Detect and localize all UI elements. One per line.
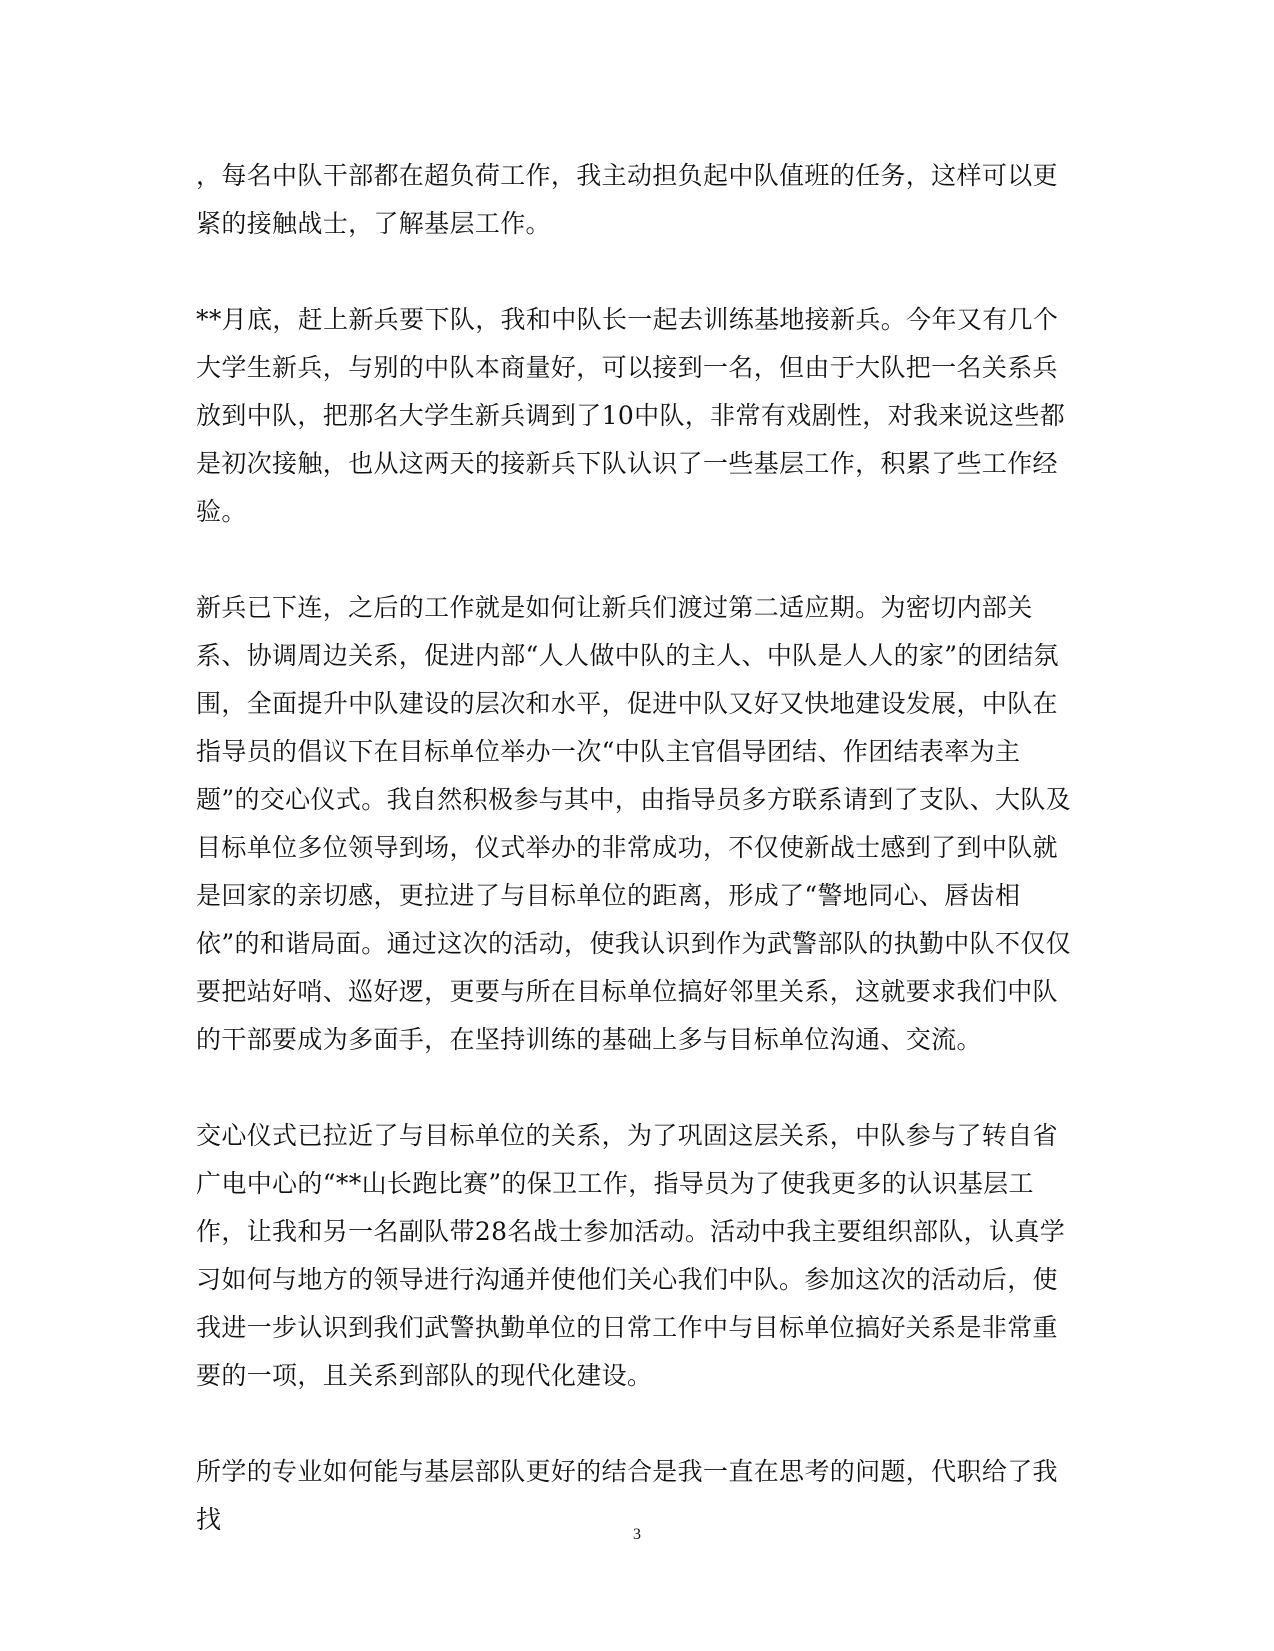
document-body [196, 152, 1076, 1592]
paragraph-1: ，每名中队干部都在超负荷工作，我主动担负起中队值班的任务，这样可以更紧的接触战士，了解基层工作。 [196, 161, 1058, 238]
paragraph-4: 交心仪式已拉近了与目标单位的关系，为了巩固这层关系，中队参与了转自省广电中心的“**山长跑比赛”的保卫工作，指导员为了使我更多的认识基层工作，让我和另一名副队带28名战士参加活动。活动中我主要组织部队，认真学习如何与地方的领导进行沟通并使他们关心我们中队。参加这次的活动后，使我进一步认识到我们武警执勤单位的日常工作中与目标单位搞好关系是非常重要的一项，且关系到部队的现代化建设。 [196, 1121, 1066, 1390]
paragraph-3: 新兵已下连，之后的工作就是如何让新兵们渡过第二适应期。为密切内部关系、协调周边关系，促进内部“人人做中队的主人、中队是人人的家”的团结氛围，全面提升中队建设的层次和水平，促进中队又好又快地建设发展，中队在指导员的倡议下在目标单位举办一次“中队主官倡导团结、作团结表率为主题”的交心仪式。我自然积极参与其中，由指导员多方联系请到了支队、大队及目标单位多位领导到场，仪式举办的非常成功，不仅使新战士感到了到中队就是回家的亲切感，更拉进了与目标单位的距离，形成了“警地同心、唇齿相依”的和谐局面。通过这次的活动，使我认识到作为武警部队的执勤中队不仅仅要把站好哨、巡好逻，更要与所在目标单位搞好邻里关系，这就要求我们中队的干部要成为多面手，在坚持训练的基础上多与目标单位沟通、交流。 [196, 593, 1072, 1054]
paragraph-5: 所学的专业如何能与基层部队更好的结合是我一直在思考的问题，代职给了我找 [196, 1457, 1058, 1534]
paragraph-2: **月底，赶上新兵要下队，我和中队长一起去训练基地接新兵。今年又有几个大学生新兵，与别的中队本商量好，可以接到一名，但由于大队把一名关系兵放到中队，把那名大学生新兵调到了10中队，非常有戏剧性，对我来说这些都是初次接触，也从这两天的接新兵下队认识了一些基层工作，积累了些工作经验。 [196, 305, 1066, 526]
page-number: 3 [633, 1526, 641, 1543]
